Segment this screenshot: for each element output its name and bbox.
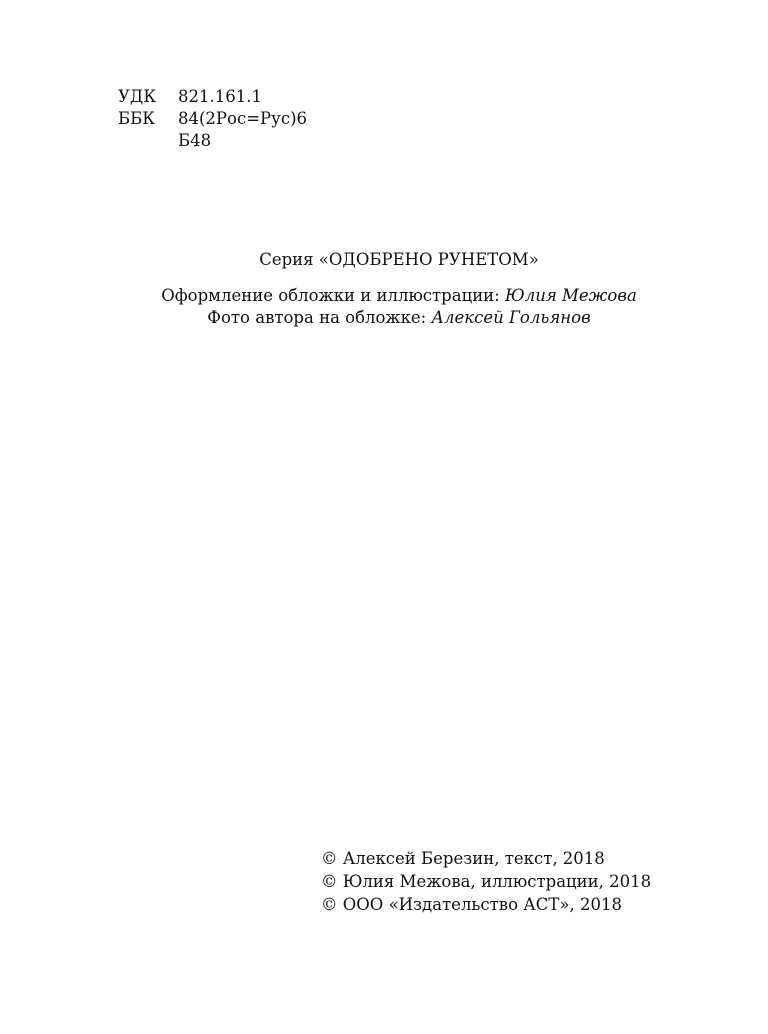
author-mark-code: Б48	[178, 131, 212, 150]
bbk-row	[118, 108, 307, 130]
copyright-line-author: © Алексей Березин, текст, 2018	[321, 849, 605, 868]
cover-credit-name: Юлия Межова	[505, 286, 637, 305]
cover-credit-line	[0, 285, 768, 307]
cover-credit-label: Оформление обложки и иллюстрации:	[161, 286, 505, 305]
classification-block	[118, 86, 307, 152]
bbk-label: ББК	[118, 109, 156, 128]
udk-row	[118, 86, 307, 108]
photo-credit-label: Фото автора на обложке:	[207, 308, 432, 327]
copyright-block	[321, 848, 651, 917]
udk-label: УДК	[118, 87, 157, 106]
bbk-code: 84(2Рос=Рус)6	[178, 109, 308, 128]
photo-credit-name: Алексей Гольянов	[431, 308, 591, 327]
udk-code: 821.161.1	[178, 87, 262, 106]
photo-credit-line	[0, 307, 768, 329]
author-mark-label	[118, 130, 178, 152]
credits-block	[0, 285, 768, 329]
series-title: Серия «ОДОБРЕНО РУНЕТОМ»	[259, 250, 539, 269]
copyright-line-illustrator: © Юлия Межова, иллюстрации, 2018	[321, 872, 652, 891]
copyright-line-publisher: © ООО «Издательство АСТ», 2018	[321, 895, 622, 914]
author-mark-row	[118, 130, 307, 152]
